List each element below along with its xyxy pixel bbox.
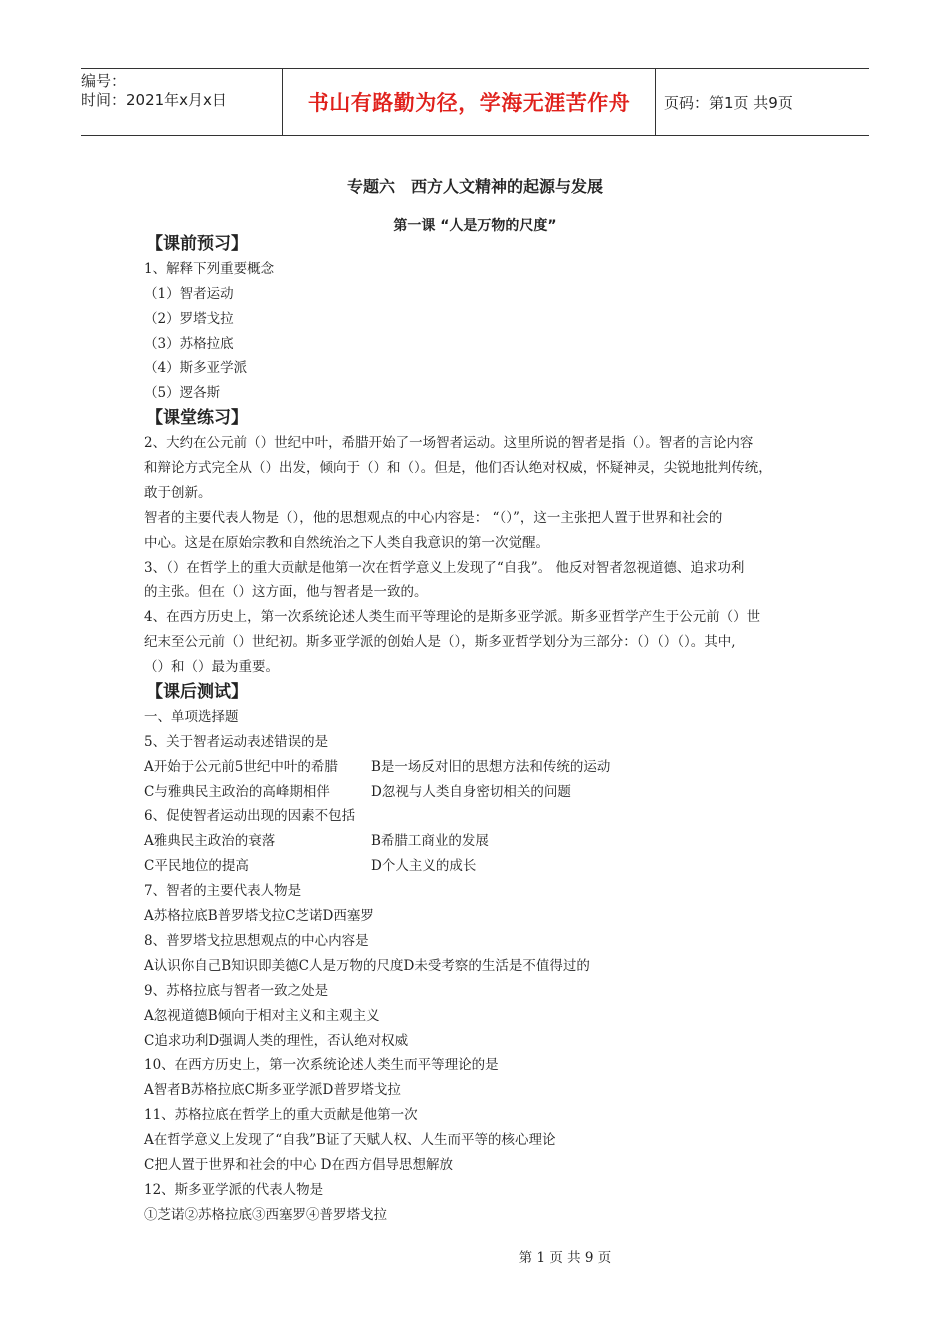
- question-9-options-ab: A忽视道德B倾向于相对主义和主观主义: [144, 1007, 380, 1024]
- number-label: 编号：: [81, 72, 127, 90]
- option-a: A开始于公元前5世纪中叶的希腊: [144, 758, 338, 775]
- question-5-options-cd: [144, 780, 824, 805]
- page-label: 页码：第1页 共9页: [664, 93, 793, 112]
- page-title: 专题六 西方人文精神的起源与发展: [346, 177, 603, 196]
- question-8-options: A认识你自己B知识即美德C人是万物的尺度D未受考察的生活是不值得过的: [144, 957, 590, 974]
- text-line: （5）逻各斯: [144, 385, 221, 402]
- text-line: 3、（）在哲学上的重大贡献是他第一次在哲学意义上发现了“自我”。 他反对智者忽视道德、追求功利: [144, 559, 745, 576]
- motto: 书山有路勤为径，学海无涯苦作舟: [307, 91, 631, 115]
- question-5-options-ab: [144, 755, 824, 780]
- text-line: 纪末至公元前（）世纪初。斯多亚学派的创始人是（），斯多亚哲学划分为三部分：（）（）（）。其中,: [144, 634, 736, 651]
- option-b: B是一场反对旧的思想方法和传统的运动: [371, 758, 611, 775]
- option-b: B希腊工商业的发展: [371, 833, 489, 850]
- option-c: C与雅典民主政治的高峰期相伴: [144, 783, 330, 800]
- header-page-cell: [655, 69, 878, 135]
- question-10: 10、在西方历史上，第一次系统论述人类生而平等理论的是: [144, 1057, 499, 1074]
- question-12: 12、斯多亚学派的代表人物是: [144, 1181, 324, 1198]
- question-9-options-cd: C追求功利D强调人类的理性，否认绝对权威: [144, 1032, 409, 1049]
- question-10-options: A智者B苏格拉底C斯多亚学派D普罗塔戈拉: [144, 1082, 401, 1099]
- text-line: （）和（）最为重要。: [144, 659, 279, 676]
- question-6-options-cd: [144, 854, 824, 879]
- lesson-title: 第一课 “人是万物的尺度”: [393, 218, 557, 234]
- text-line: 1、解释下列重要概念: [144, 260, 275, 277]
- question-type-heading: 一、单项选择题: [144, 708, 239, 725]
- option-c: C平民地位的提高: [144, 858, 249, 875]
- page-footer: 第 1 页 共 9 页: [518, 1250, 612, 1266]
- question-12-options: ①芝诺②苏格拉底③西塞罗④普罗塔戈拉: [144, 1206, 387, 1223]
- text-line: 4、在西方历史上，第一次系统论述人类生而平等理论的是斯多亚学派。斯多亚哲学产生于公元前（）世: [144, 609, 761, 626]
- question-9: 9、苏格拉底与智者一致之处是: [144, 982, 329, 999]
- date-label: 时间：2021年x月x日: [81, 91, 227, 109]
- option-d: D忽视与人类自身密切相关的问题: [371, 783, 571, 800]
- option-d: D个人主义的成长: [371, 858, 477, 875]
- question-7-options: A苏格拉底B普罗塔戈拉C芝诺D西塞罗: [144, 908, 374, 925]
- option-a: A雅典民主政治的衰落: [144, 833, 276, 850]
- document-body: [144, 232, 824, 1228]
- section-heading-test: 【课后测试】: [146, 682, 248, 703]
- text-line: 敢于创新。: [144, 484, 212, 501]
- page-header: [81, 68, 869, 136]
- section-heading-practice: 【课堂练习】: [146, 408, 248, 429]
- text-line: 智者的主要代表人物是（），他的思想观点的中心内容是： “（）”，这一主张把人置于世界和社会的: [144, 509, 723, 526]
- question-7: 7、智者的主要代表人物是: [144, 883, 302, 900]
- header-motto-cell: [282, 69, 656, 135]
- question-6-options-ab: [144, 829, 824, 854]
- question-11: 11、苏格拉底在哲学上的重大贡献是他第一次: [144, 1107, 418, 1124]
- header-info: [81, 69, 281, 138]
- question-11-options-cd: C把人置于世界和社会的中心 D在西方倡导思想解放: [144, 1156, 453, 1173]
- question-8: 8、普罗塔戈拉思想观点的中心内容是: [144, 932, 369, 949]
- text-line: 2、大约在公元前（）世纪中叶，希腊开始了一场智者运动。这里所说的智者是指（）。智者的言论内容: [144, 435, 754, 452]
- text-line: （3）苏格拉底: [144, 335, 234, 352]
- text-line: （2）罗塔戈拉: [144, 310, 234, 327]
- question-6: 6、促使智者运动出现的因素不包括: [144, 808, 356, 825]
- text-line: 的主张。但在（）这方面，他与智者是一致的。: [144, 584, 428, 601]
- section-heading-preview: 【课前预习】: [146, 234, 248, 254]
- question-11-options-ab: A在哲学意义上发现了“自我”B证了天赋人权、人生而平等的核心理论: [144, 1132, 556, 1149]
- text-line: 中心。这是在原始宗教和自然统治之下人类自我意识的第一次觉醒。: [144, 534, 549, 551]
- text-line: （4）斯多亚学派: [144, 360, 248, 377]
- text-line: （1）智者运动: [144, 285, 234, 302]
- question-5: 5、关于智者运动表述错误的是: [144, 733, 329, 750]
- text-line: 和辩论方式完全从（）出发，倾向于（）和（）。但是，他们否认绝对权威，怀疑神灵，尖锐地批判传统，: [144, 460, 772, 477]
